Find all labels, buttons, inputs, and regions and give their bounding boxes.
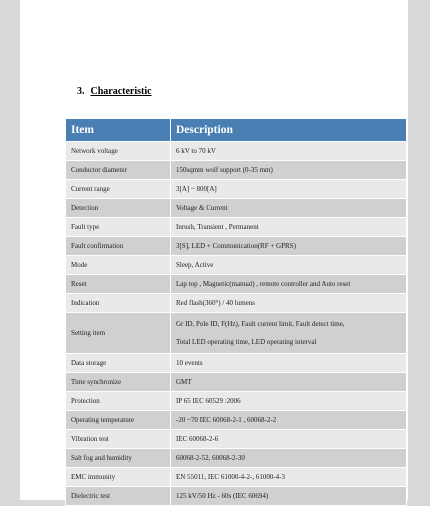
row-description: 3[S], LED + Communication(RF + GPRS) (171, 237, 407, 256)
table-row (66, 237, 407, 256)
row-description (171, 313, 407, 354)
table-row (66, 294, 407, 313)
table-row (66, 392, 407, 411)
table-row (66, 199, 407, 218)
row-item: Data storage (66, 354, 171, 373)
table-row (66, 449, 407, 468)
row-description: Lap top , Magnetic(manual) , remote controller and Auto reset (171, 275, 407, 294)
table-header-row (66, 119, 407, 142)
row-item: Operating temperature (66, 411, 171, 430)
row-description: 6 kV to 70 kV (171, 142, 407, 161)
row-description: 60068-2-52, 60068-2-30 (171, 449, 407, 468)
row-item: EMC immunity (66, 468, 171, 487)
table-row (66, 411, 407, 430)
table-row (66, 180, 407, 199)
item-column-header: Item (66, 119, 171, 142)
row-item: Mode (66, 256, 171, 275)
row-description: Voltage & Current (171, 199, 407, 218)
row-description: IP 65 IEC 60529 :2006 (171, 392, 407, 411)
row-item: Network voltage (66, 142, 171, 161)
row-description: -20 ~70 IEC 60068-2-1 , 60068-2-2 (171, 411, 407, 430)
row-item: Vibration test (66, 430, 171, 449)
table-row (66, 468, 407, 487)
row-description: GMT (171, 373, 407, 392)
row-description: Red flash(360°) / 40 lumens (171, 294, 407, 313)
row-item: Current range (66, 180, 171, 199)
row-item: Detection (66, 199, 171, 218)
row-item: Fault type (66, 218, 171, 237)
row-item: Conductor diameter (66, 161, 171, 180)
table-row (66, 430, 407, 449)
row-description: 125 kV/50 Hz - 60s (IEC 60694) (171, 487, 407, 506)
row-item: Reset (66, 275, 171, 294)
table-row (66, 142, 407, 161)
row-description: 3[A] ~ 800[A] (171, 180, 407, 199)
table-row (66, 275, 407, 294)
row-item: Fault confirmation (66, 237, 171, 256)
table-row (66, 354, 407, 373)
table-row (66, 161, 407, 180)
row-description: IEC 60068-2-6 (171, 430, 407, 449)
characteristic-table (65, 118, 407, 506)
table-row (66, 313, 407, 354)
document-page (20, 0, 408, 500)
row-item: Protection (66, 392, 171, 411)
table-row (66, 373, 407, 392)
section-number: 3. (77, 86, 85, 97)
row-item: Time synchronize (66, 373, 171, 392)
row-item: Dielectric test (66, 487, 171, 506)
table-row (66, 218, 407, 237)
section-heading (77, 86, 152, 97)
section-title: Characteristic (90, 86, 152, 97)
row-description: Sleep, Active (171, 256, 407, 275)
description-column-header: Description (171, 119, 407, 142)
row-description: 10 events (171, 354, 407, 373)
row-description-line: Gr ID, Pole ID, F(Hz), Fault current limit, Fault detect time, (176, 320, 345, 328)
row-item: Setting item (66, 313, 171, 354)
row-item: Indication (66, 294, 171, 313)
table-row (66, 256, 407, 275)
row-item: Salt fog and humidity (66, 449, 171, 468)
row-description: Inrush, Transient , Permanent (171, 218, 407, 237)
row-description: EN 55011, IEC 61000-4-2-, 61000-4-3 (171, 468, 407, 487)
row-description: 150sqmm wolf support (0-35 mm) (171, 161, 407, 180)
row-description-line: Total LED operating time, LED operating interval (176, 338, 317, 346)
table-row (66, 487, 407, 506)
